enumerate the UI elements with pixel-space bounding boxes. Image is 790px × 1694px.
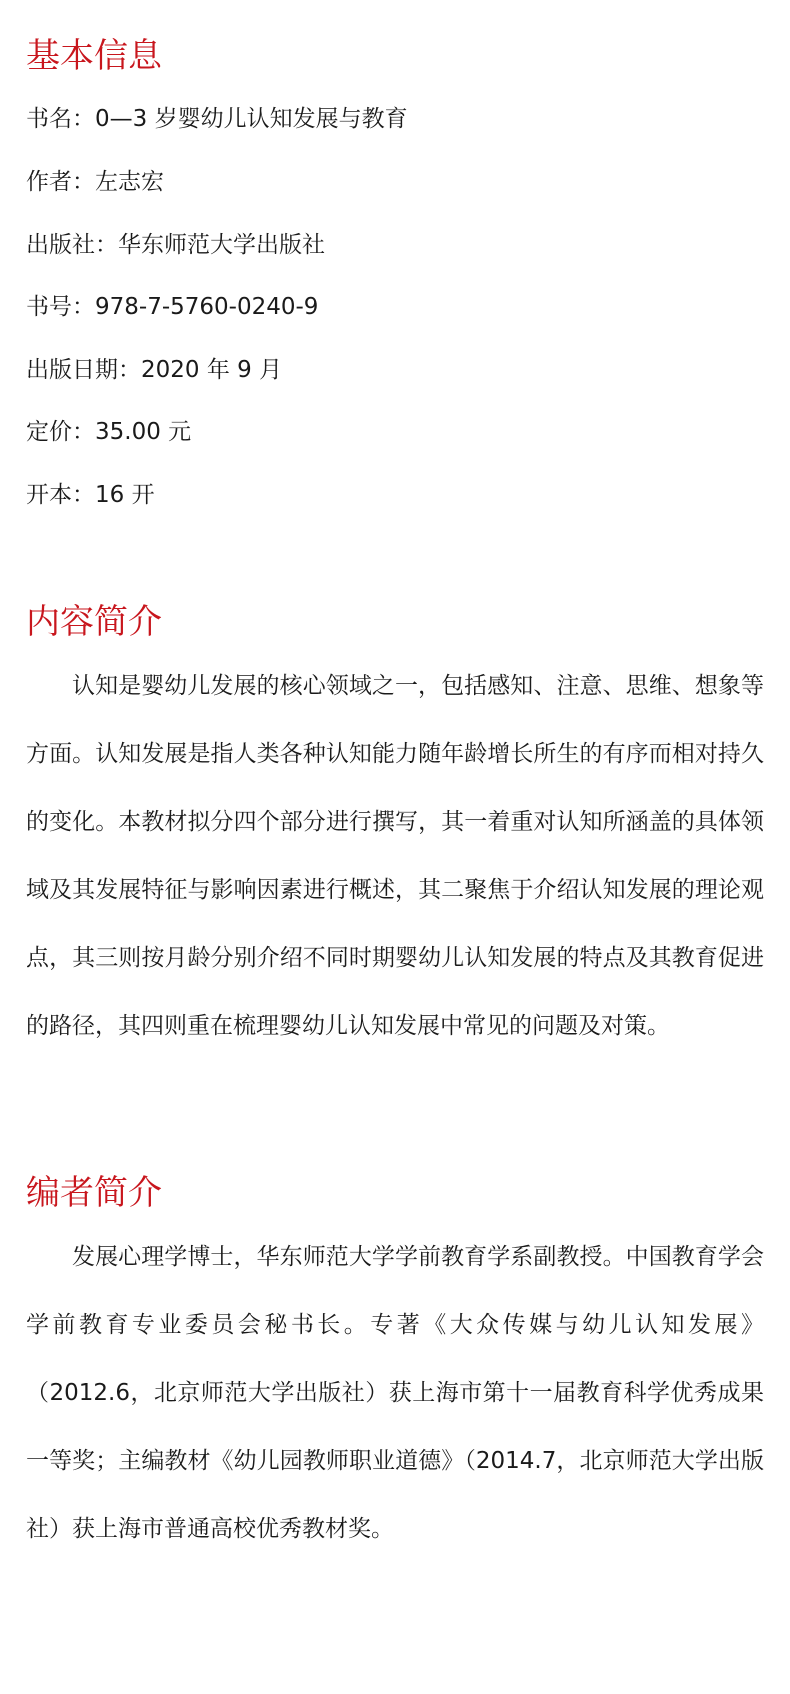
info-row-format: 开本：16 开 bbox=[26, 482, 155, 508]
info-row-author: 作者：左志宏 bbox=[26, 169, 164, 195]
summary-paragraph: 认知是婴幼儿发展的核心领域之一，包括感知、注意、思维、想象等方面。认知发展是指人类各种认知能力随年龄增长所生的有序而相对持久的变化。本教材拟分四个部分进行撰写，其一着重对认知所涵盖的具体领域及其发展特征与影响因素进行概述，其二聚焦于介绍认知发展的理论观点，其三则按月龄分别介绍不同时期婴幼儿认知发展的特点及其教育促进的路径，其四则重在梳理婴幼儿认知发展中常见的问题及对策。 bbox=[26, 673, 764, 1039]
summary-heading: 内容简介 bbox=[26, 602, 162, 642]
info-row-publisher: 出版社：华东师范大学出版社 bbox=[26, 232, 325, 258]
info-row-price: 定价：35.00 元 bbox=[26, 419, 192, 445]
info-row-isbn: 书号：978-7-5760-0240-9 bbox=[26, 294, 319, 320]
author-intro-heading: 编者简介 bbox=[26, 1173, 162, 1213]
basic-info-heading: 基本信息 bbox=[26, 36, 162, 76]
author-intro-paragraph: 发展心理学博士，华东师范大学学前教育学系副教授。中国教育学会学前教育专业委员会秘书长。专著《大众传媒与幼儿认知发展》（2012.6，北京师范大学出版社）获上海市第十一届教育科学优秀成果一等奖；主编教材《幼儿园教师职业道德》（2014.7，北京师范大学出版社）获上海市普通高校优秀教材奖。 bbox=[26, 1244, 764, 1542]
info-row-title: 书名：0—3 岁婴幼儿认知发展与教育 bbox=[26, 106, 408, 132]
info-row-date: 出版日期：2020 年 9 月 bbox=[26, 357, 283, 383]
